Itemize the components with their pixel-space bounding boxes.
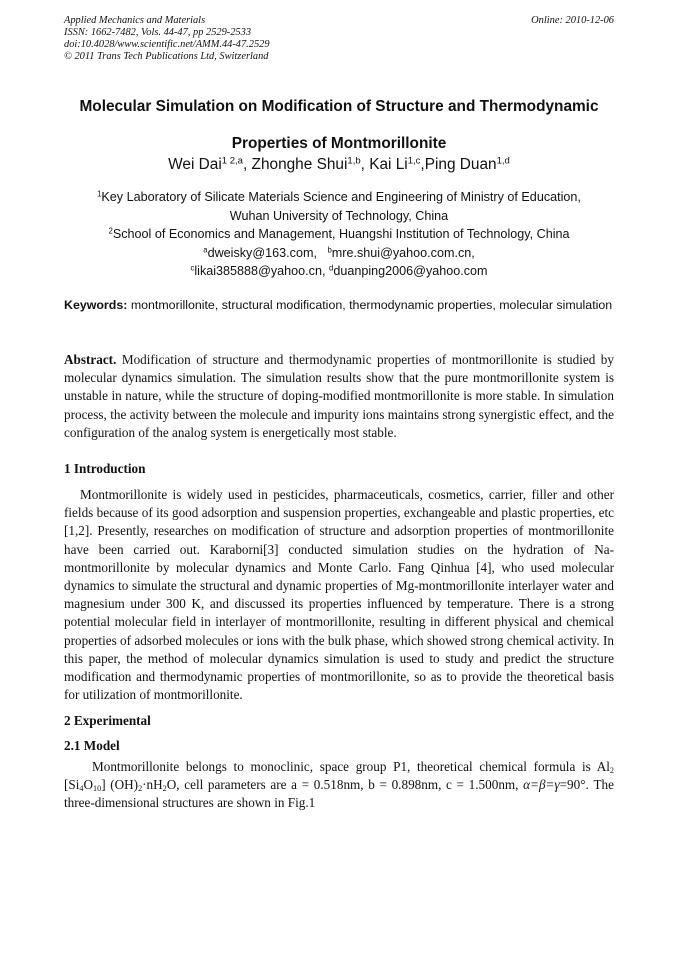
formula-subscript: 2 [138,784,143,794]
email-line-2 [40,262,638,281]
model-text: ] (OH) [101,777,139,793]
copyright-line: © 2011 Trans Tech Publications Ltd, Switzerland [64,51,269,62]
email-address: duanping2006@yahoo.com [333,264,488,278]
email-address: mre.shui@yahoo.com.cn, [331,245,475,260]
publication-header [64,15,270,63]
email-address: likai385888@yahoo.cn, [194,264,326,278]
author-separator: , [420,156,425,173]
abstract-text: Modification of structure and thermodynamic properties of montmorillonite is studied by molecular dynamics simulation. The simulation results show that the pure montmorillonite system is unstable in nature, while the structure of doping-modified montmorillonite is more stable. In simulation process, the activity between the molecule and impurity ions maintains strong synergistic effect, and the configuration of the analog system is energetically most stable. [64,352,614,440]
affiliation-text: School of Economics and Management, Huangshi Institution of Technology, China [112,227,570,241]
subsection-heading-model: 2.1 Model [64,738,120,753]
email-mark: a [203,244,208,254]
author-affiliation-mark: 1,b [347,155,361,167]
affiliations [40,188,638,281]
affiliation-2 [40,225,638,244]
email-address: dweisky@163.com, [207,245,317,260]
model-text: [Si [64,777,80,793]
title-line-2: Properties of Montmorillonite [231,135,447,152]
keywords-label: Keywords: [64,298,128,312]
affiliation-text: Key Laboratory of Silicate Materials Science and Engineering of Ministry of Education, [101,190,581,204]
author-name: Wei Dai [168,156,222,173]
keywords [64,296,614,314]
introduction-paragraph: Montmorillonite is widely used in pesticides, pharmaceuticals, cosmetics, carrier, filler and other fields because of its good adsorption and suspension properties, exchangeable and plastic properties, etc [1,2]. Presently, researches on modification of structure and adsorption properties of montmorillonite have been carried out. Karaborni[3] conducted simulation studies on the hydration of Na-montmorillonite by molecular dynamics and Monte Carlo. Fang Qinhua [4], who used molecular dynamics to simulate the structural and dynamic properties of Mg-montmorillonite interlayer water and magnesium under 300 K, and discussed its properties influenced by temperature. There is a strong potential molecular field in interlayer of montmorillonite, resulting in different physical and chemical properties of adsorbed molecules or ions with the bulk phase, which showed strong chemical activity. In this paper, the method of molecular dynamics simulation is used to study and predict the structure modification and thermodynamic properties of montmorillonite, so as to provide the theoretical basis for utilization of montmorillonite. [64,487,614,703]
affiliation-mark: 1 [97,189,102,199]
abstract-label: Abstract. [64,352,117,367]
model-text: Montmorillonite belongs to monoclinic, space group P1, theoretical chemical formula is Al [92,759,610,774]
section-heading-experimental: 2 Experimental [64,713,151,728]
email-mark: b [327,244,332,254]
author-affiliation-mark: 1 2,a [221,155,243,167]
model-text: =90°. The three-dimensional structures are shown in Fig.1 [64,777,614,811]
email-mark: d [328,263,334,273]
formula-subscript: 10 [93,784,102,794]
section-heading-introduction: 1 Introduction [64,461,146,476]
author-separator: , [360,156,370,173]
affiliation-1 [40,188,638,207]
issn-line: ISSN: 1662-7482, Vols. 44-47, pp 2529-2533 [64,27,252,38]
paper-title [40,88,638,162]
model-text: ·nH [142,777,163,793]
author-name: Zhonghe Shui [251,156,348,173]
author-affiliation-mark: 1,d [496,155,510,167]
author-name: Ping Duan [424,156,497,173]
author-list [40,155,638,175]
abstract [64,351,614,442]
author-name: Kai Li [369,156,408,173]
affiliation-mark: 2 [108,226,113,236]
author-affiliation-mark: 1,c [407,155,421,167]
author-separator: , [242,156,252,173]
model-text: O, cell parameters are a = 0.518nm, b = 0.898nm, c = 1.500nm, [166,777,524,793]
doi-line: doi:10.4028/www.scientific.net/AMM.44-47.2529 [64,39,270,50]
angle-expression: α=β=γ [523,777,560,793]
model-paragraph [64,758,614,813]
journal-name: Applied Mechanics and Materials [64,15,206,26]
formula-subscript: 2 [609,766,614,776]
email-line-1 [40,244,638,263]
formula-subscript: 4 [79,784,84,794]
email-mark: c [190,263,195,273]
online-date: Online: 2010-12-06 [531,15,614,26]
affiliation-1-cont: Wuhan University of Technology, China [229,208,449,223]
title-line-1: Molecular Simulation on Modification of Structure and Thermodynamic [79,98,599,115]
formula-subscript: 2 [162,784,167,794]
keywords-text: montmorillonite, structural modification, thermodynamic properties, molecular simulation [130,298,613,312]
model-text: O [83,777,94,793]
